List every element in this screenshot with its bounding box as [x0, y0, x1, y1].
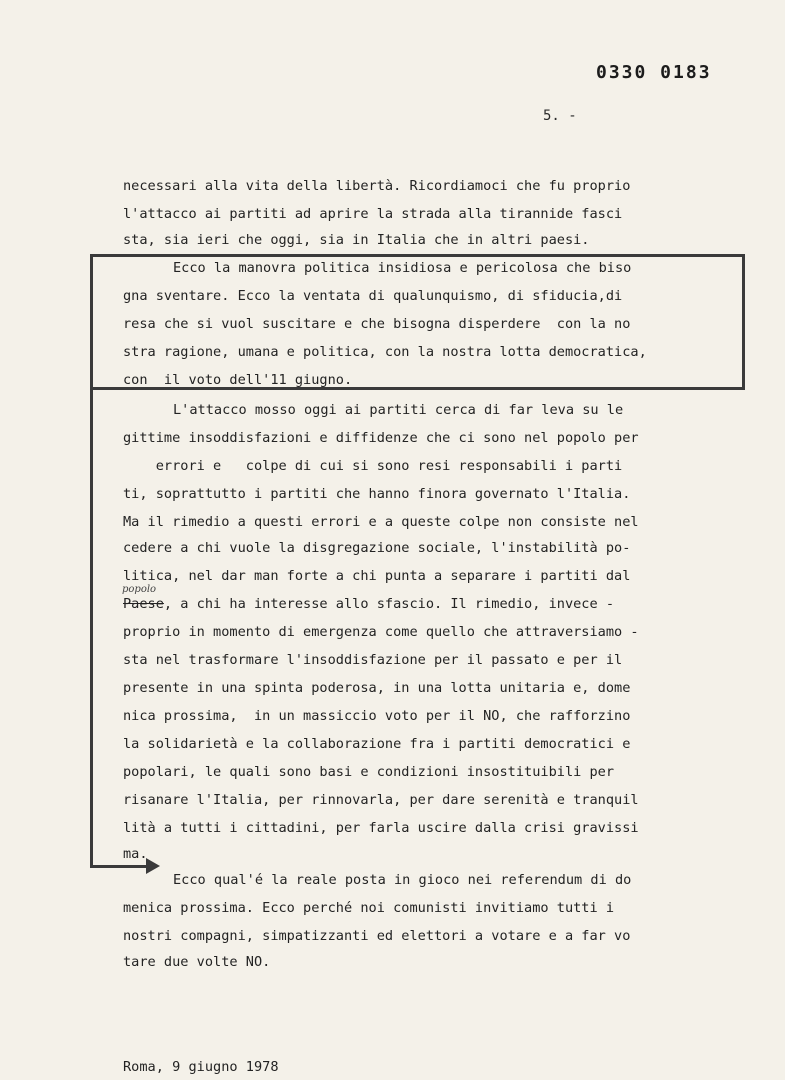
text-line: presente in una spinta poderosa, in una lotta unitaria e, dome	[123, 680, 631, 696]
signature-line: Roma, 9 giugno 1978	[123, 1059, 279, 1075]
text-line: stra ragione, umana e politica, con la nostra lotta democratica,	[123, 344, 647, 360]
text-line: tare due volte NO.	[123, 954, 271, 970]
text-line: gna sventare. Ecco la ventata di qualunquismo, di sfiducia,di	[123, 288, 623, 304]
text-line: con il voto dell'11 giugno.	[123, 372, 353, 388]
text-line: litica, nel dar man forte a chi punta a separare i partiti dal	[123, 568, 631, 584]
text-line-rest: , a chi ha interesse allo sfascio. Il rimedio, invece -	[163, 596, 615, 612]
text-line: menica prossima. Ecco perché noi comunisti invitiamo tutti i	[123, 900, 615, 916]
handwritten-correction: popolo	[122, 584, 157, 595]
text-line: proprio in momento di emergenza come quello che attraversiamo -	[123, 624, 639, 640]
text-line: ma.	[123, 846, 148, 862]
box-border-right	[742, 254, 745, 389]
text-line-with-strike	[123, 596, 614, 612]
margin-arrow-line	[90, 865, 150, 868]
struck-word: Paese	[123, 596, 164, 612]
text-line: resa che si vuol suscitare e che bisogna disperdere con la no	[123, 316, 631, 332]
text-line: nica prossima, in un massiccio voto per il NO, che rafforzino	[123, 708, 631, 724]
text-line: popolari, le quali sono basi e condizioni insostituibili per	[123, 764, 615, 780]
text-line: necessari alla vita della libertà. Ricordiamoci che fu proprio	[123, 178, 631, 194]
text-line: l'attacco ai partiti ad aprire la strada alla tirannide fasci	[123, 206, 623, 222]
text-line: lità a tutti i cittadini, per farla uscire dalla crisi gravissi	[123, 820, 639, 836]
text-line: errori e colpe di cui si sono resi responsabili i parti	[123, 458, 623, 474]
text-line: L'attacco mosso oggi ai partiti cerca di far leva su le	[173, 402, 624, 418]
text-line: sta nel trasformare l'insoddisfazione per il passato e per il	[123, 652, 623, 668]
text-line: la solidarietà e la collaborazione fra i partiti democratici e	[123, 736, 631, 752]
box-border-top	[90, 254, 745, 257]
text-line: sta, sia ieri che oggi, sia in Italia che in altri paesi.	[123, 232, 590, 248]
document-number: 0330 0183	[596, 62, 712, 83]
arrow-right-icon	[146, 858, 160, 874]
text-line: cedere a chi vuole la disgregazione sociale, l'instabilità po-	[123, 540, 631, 556]
text-line: ti, soprattutto i partiti che hanno finora governato l'Italia.	[123, 486, 631, 502]
page-number: 5. -	[543, 108, 577, 124]
margin-bracket-line	[90, 389, 93, 867]
text-line: Ma il rimedio a questi errori e a queste colpe non consiste nel	[123, 514, 639, 530]
box-border-left	[90, 254, 93, 389]
text-line: Ecco qual'é la reale posta in gioco nei referendum di do	[173, 872, 632, 888]
text-line: nostri compagni, simpatizzanti ed elettori a votare e a far vo	[123, 928, 631, 944]
text-line: risanare l'Italia, per rinnovarla, per dare serenità e tranquil	[123, 792, 639, 808]
text-line: Ecco la manovra politica insidiosa e pericolosa che biso	[173, 260, 632, 276]
text-line: gittime insoddisfazioni e diffidenze che ci sono nel popolo per	[123, 430, 639, 446]
